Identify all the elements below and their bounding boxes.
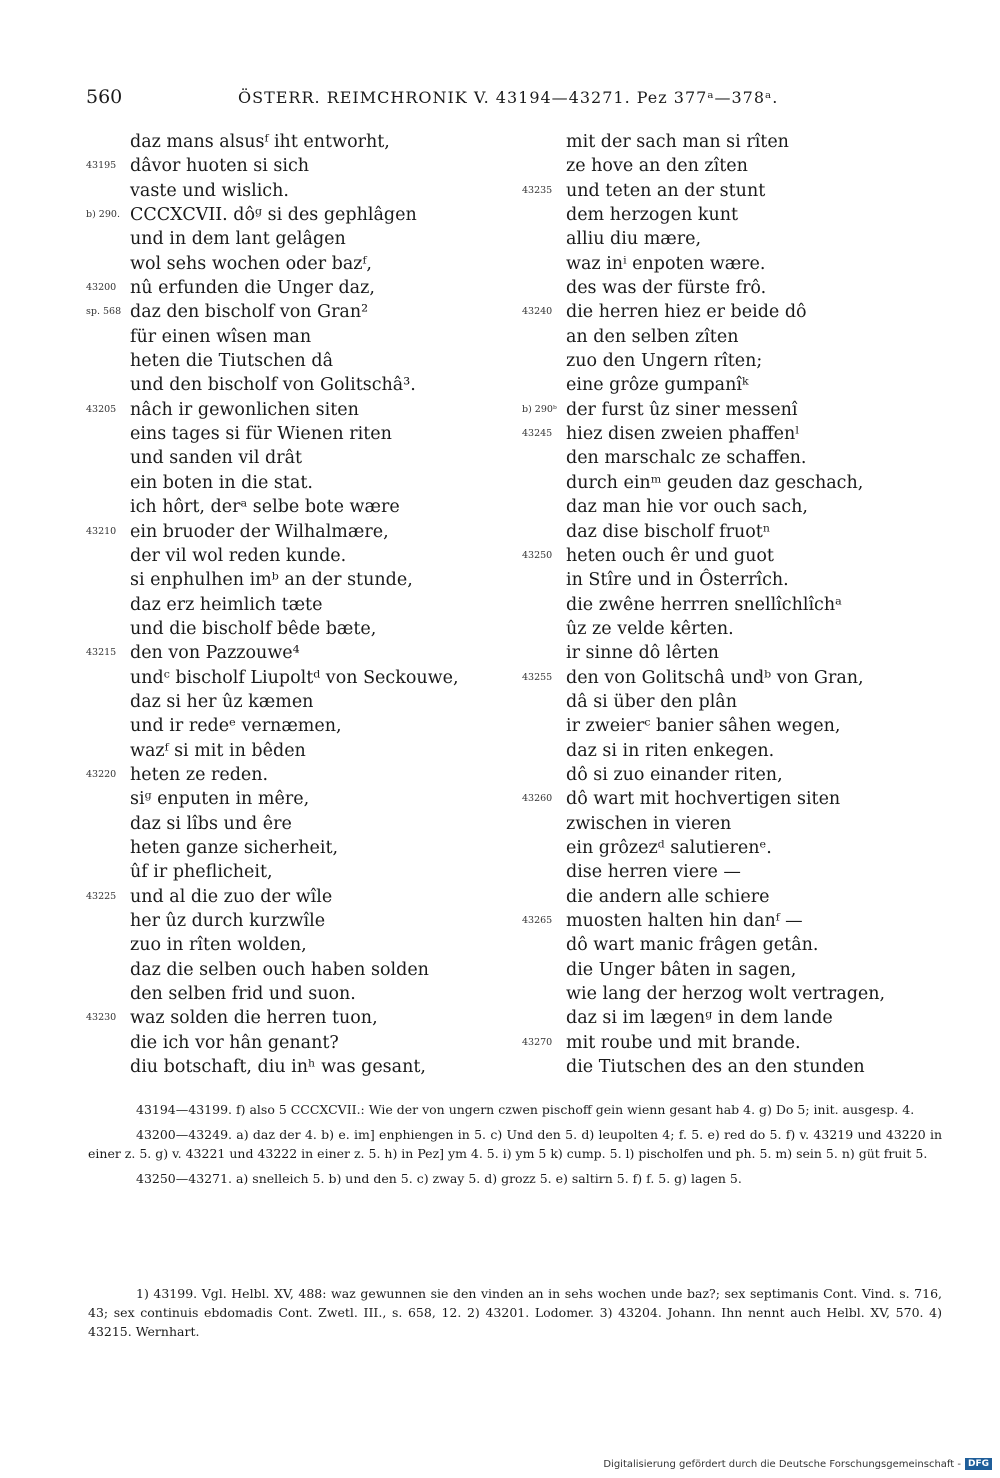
verse-line (86, 325, 516, 349)
verse-line (86, 593, 516, 617)
verse-text: heten ouch êr und guot (566, 545, 774, 566)
verse-text: zwischen in vieren (566, 813, 732, 834)
verse-text: eine grôze gumpanîᵏ (566, 375, 749, 396)
running-title: ÖSTERR. REIMCHRONIK V. 43194—43271. Pez 377ᵃ—378ᵃ. (238, 88, 779, 107)
verse-text: und teten an der stunt (566, 180, 766, 201)
verse-text: ze hove an den zîten (566, 156, 748, 177)
verse-line (86, 763, 516, 787)
verse-text: daz den bischolf von Gran² (130, 302, 369, 323)
verse-text: waz solden die herren tuon, (130, 1008, 378, 1029)
footer-text: Digitalisierung gefördert durch die Deutsche Forschungsgemeinschaft - (603, 1458, 961, 1470)
verse-line (86, 276, 516, 300)
verse-text: die herren hiez er beide dô (566, 302, 807, 323)
verse-text: in Stîre und in Ôsterrîch. (566, 570, 789, 591)
verse-line (86, 495, 516, 519)
verse-line (86, 130, 516, 154)
verse-text: zuo den Ungern rîten; (566, 351, 763, 372)
verse-text: eins tages si für Wienen riten (130, 424, 392, 445)
line-number: 43200 (86, 282, 117, 294)
verse-line (86, 179, 516, 203)
verse-line (522, 885, 942, 909)
verse-text: der vil wol reden kunde. (130, 545, 347, 566)
verse-line (86, 422, 516, 446)
verse-text: die andern alle schiere (566, 886, 770, 907)
verse-line (522, 349, 942, 373)
line-number: 43195 (86, 160, 117, 172)
verse-text: dô wart manic frâgen getân. (566, 935, 819, 956)
verse-text: vaste und wislich. (130, 180, 289, 201)
verse-line (86, 227, 516, 251)
verse-line (86, 300, 516, 324)
verse-line (86, 154, 516, 178)
verse-text: die ich vor hân genant? (130, 1032, 339, 1053)
verse-line (522, 690, 942, 714)
verse-text: durch einᵐ geuden daz geschach, (566, 472, 864, 493)
verse-line (522, 179, 942, 203)
verse-line (522, 666, 942, 690)
apparatus-entry: 43250—43271. a) snelleich 5. b) und den 5. c) zway 5. d) grozz 5. e) saltirn 5. f) f. 5. g) lagen 5. (136, 1171, 742, 1186)
verse-line (86, 958, 516, 982)
verse-line (86, 690, 516, 714)
verse-text: dô si zuo einander riten, (566, 764, 783, 785)
line-number: 43225 (86, 890, 117, 902)
dfg-logo: DFG (965, 1458, 992, 1470)
verse-text: daz man hie vor ouch sach, (566, 497, 808, 518)
verse-line (522, 422, 942, 446)
verse-line (522, 373, 942, 397)
verse-text: ûz ze velde kêrten. (566, 618, 734, 639)
line-number: 43245 (522, 428, 553, 440)
verse-line (86, 641, 516, 665)
footnotes (88, 1284, 942, 1347)
verse-line (522, 787, 942, 811)
left-verse-column (86, 130, 516, 1079)
verse-line (86, 203, 516, 227)
verse-line (86, 787, 516, 811)
verse-text: ein bruoder der Wilhalmære, (130, 521, 389, 542)
verse-text: dâ si über den plân (566, 691, 737, 712)
verse-text: zuo in rîten wolden, (130, 935, 307, 956)
verse-line (86, 373, 516, 397)
verse-line (522, 130, 942, 154)
verse-line (522, 325, 942, 349)
verse-text: mit der sach man si rîten (566, 132, 789, 152)
verse-line (86, 714, 516, 738)
verse-line (522, 982, 942, 1006)
verse-line (522, 958, 942, 982)
line-number: sp. 568 (86, 306, 122, 318)
verse-line (86, 446, 516, 470)
verse-text: daz si in riten enkegen. (566, 740, 775, 761)
verse-text: dô wart mit hochvertigen siten (566, 789, 841, 810)
verse-text: an den selben zîten (566, 326, 739, 347)
verse-text: nû erfunden die Unger daz, (130, 278, 375, 299)
page-number: 560 (86, 86, 123, 108)
verse-line (522, 471, 942, 495)
verse-line (522, 1006, 942, 1030)
verse-text: mit roube und mit brande. (566, 1032, 801, 1053)
critical-apparatus (88, 1100, 942, 1194)
line-number: 43240 (522, 306, 553, 318)
verse-text: und al die zuo der wîle (130, 886, 333, 907)
verse-line (522, 203, 942, 227)
verse-line (522, 398, 942, 422)
verse-text: ich hôrt, derᵃ selbe bote wære (130, 497, 400, 518)
verse-text: waz inⁱ enpoten wære. (566, 253, 766, 274)
verse-text: für einen wîsen man (130, 326, 312, 347)
verse-text: ein grôzezᵈ salutierenᵉ. (566, 837, 772, 858)
verse-text: daz die selben ouch haben solden (130, 959, 429, 980)
verse-text: und in dem lant gelâgen (130, 229, 346, 250)
verse-text: den von Pazzouwe⁴ (130, 643, 300, 664)
verse-line (522, 154, 942, 178)
verse-text: die zwêne herrren snellîchlîchᵃ (566, 594, 842, 615)
verse-text: wie lang der herzog wolt vertragen, (566, 984, 886, 1005)
line-number: 43215 (86, 647, 117, 659)
verse-line (522, 1031, 942, 1055)
verse-line (522, 520, 942, 544)
verse-line (86, 1006, 516, 1030)
verse-line (522, 860, 942, 884)
verse-text: siᵍ enputen in mêre, (130, 789, 310, 810)
verse-text: alliu diu mære, (566, 229, 702, 250)
verse-text: her ûz durch kurzwîle (130, 911, 326, 931)
verse-line (522, 812, 942, 836)
verse-text: daz dise bischolf fruotⁿ (566, 521, 771, 542)
verse-text: ir zweierᶜ banier sâhen wegen, (566, 716, 841, 737)
verse-line (86, 739, 516, 763)
verse-text: daz si im lægenᵍ in dem lande (566, 1008, 833, 1029)
verse-line (86, 617, 516, 641)
verse-text: die Unger bâten in sagen, (566, 959, 797, 980)
verse-text: und den bischolf von Golitschâ³. (130, 375, 416, 396)
verse-text: wazᶠ si mit in bêden (130, 740, 306, 761)
verse-line (522, 252, 942, 276)
verse-text: daz si lîbs und êre (130, 813, 292, 834)
verse-line (86, 544, 516, 568)
line-number: 43265 (522, 915, 553, 926)
verse-line (522, 593, 942, 617)
verse-line (522, 446, 942, 470)
verse-line (86, 568, 516, 592)
verse-line (522, 763, 942, 787)
verse-text: hiez disen zweien phaffenˡ (566, 424, 800, 445)
verse-line (86, 860, 516, 884)
verse-text: muosten halten hin danᶠ — (566, 911, 803, 931)
verse-text: diu botschaft, diu inʰ was gesant, (130, 1057, 426, 1078)
verse-line (522, 641, 942, 665)
verse-line (522, 495, 942, 519)
verse-line (86, 252, 516, 276)
line-number: 43260 (522, 793, 553, 805)
verse-line (522, 276, 942, 300)
verse-line (86, 349, 516, 373)
verse-text: den von Golitschâ undᵇ von Gran, (566, 667, 864, 688)
verse-text: ein boten in die stat. (130, 472, 313, 493)
apparatus-entry: 43200—43249. a) daz der 4. b) e. im] enphiengen in 5. c) Und den 5. d) leupolten 4; f. 5. e) red do 5. f) v. 43219 und 43220 in einer z. 5. g) v. 43221 und 43222 in einer z. 5. h) in Pez] ym 4. 5. i) ym 5 k) cump. 5. l) pischolfen und ph. 5. m) sein 5. n) güt fruit 5. (88, 1127, 942, 1161)
verse-text: wol sehs wochen oder bazᶠ, (130, 253, 372, 274)
verse-text: dise herren viere — (566, 862, 741, 883)
verse-line (86, 885, 516, 909)
line-number: 43235 (522, 184, 553, 196)
verse-text: daz erz heimlich tæte (130, 594, 323, 615)
verse-text: dâvor huoten si sich (130, 156, 310, 177)
page-header (86, 86, 906, 112)
verse-text: der furst ûz siner messenî (566, 399, 798, 420)
line-number: 43220 (86, 768, 117, 780)
verse-text: die Tiutschen des an den stunden (566, 1057, 865, 1078)
verse-line (522, 227, 942, 251)
verse-line (522, 617, 942, 641)
verse-line (86, 398, 516, 422)
verse-line (522, 933, 942, 957)
verse-line (522, 714, 942, 738)
line-number: 43250 (522, 549, 553, 561)
verse-line (86, 471, 516, 495)
verse-text: und sanden vil drât (130, 448, 303, 469)
verse-text: daz si her ûz kæmen (130, 691, 314, 712)
digitization-footer (603, 1458, 992, 1470)
verse-line (86, 836, 516, 860)
verse-text: des was der fürste frô. (566, 278, 767, 299)
verse-text: CCCXCVII. dôᵍ si des gephlâgen (130, 205, 417, 226)
verse-line (522, 836, 942, 860)
verse-line (522, 300, 942, 324)
line-number: b) 290. (86, 209, 120, 221)
verse-line (522, 568, 942, 592)
verse-line (522, 544, 942, 568)
apparatus-entry: 43194—43199. f) also 5 CCCXCVII.: Wie der von ungern czwen pischoff gein wienn gesant hab 4. g) Do 5; init. ausgesp. 4. (136, 1102, 915, 1117)
line-number: 43270 (522, 1036, 553, 1048)
verse-line (86, 520, 516, 544)
verse-text: dem herzogen kunt (566, 205, 739, 226)
verse-text: und ir redeᵉ vernæmen, (130, 716, 342, 737)
verse-text: heten die Tiutschen dâ (130, 351, 334, 372)
verse-line (86, 666, 516, 690)
line-number: 43255 (522, 671, 553, 683)
verse-line (86, 982, 516, 1006)
verse-text: heten ganze sicherheit, (130, 837, 339, 858)
verse-text: ir sinne dô lêrten (566, 643, 719, 664)
right-verse-column (522, 130, 942, 1079)
verse-line (86, 1055, 516, 1079)
line-number: 43210 (86, 525, 117, 537)
line-number: 43230 (86, 1012, 117, 1024)
footnote-text: 1) 43199. Vgl. Helbl. XV, 488: waz gewunnen sie den vinden an in sehs wochen unde baz?; sex septimanis Cont. Vind. s. 716, 43; sex continuis ebdomadis Cont. Zwetl. III., s. 658, 12. 2) 43201. Lodomer. 3) 43204. Johann. Ihn nennt auch Helbl. XV, 570. 4) 43215. Wernhart. (88, 1286, 942, 1339)
verse-line (86, 1031, 516, 1055)
verse-line (86, 812, 516, 836)
verse-line (86, 933, 516, 957)
line-number: 43205 (86, 403, 117, 415)
verse-text: si enphulhen imᵇ an der stunde, (130, 570, 413, 591)
verse-text: den selben frid und suon. (130, 984, 356, 1005)
verse-text: daz mans alsusᶠ iht entworht, (130, 132, 390, 152)
verse-text: undᶜ bischolf Liupoltᵈ von Seckouwe, (130, 667, 459, 688)
verse-line (86, 909, 516, 933)
verse-line (522, 739, 942, 763)
verse-line (522, 909, 942, 933)
line-number: b) 290ᵇ (522, 403, 557, 415)
verse-text: heten ze reden. (130, 764, 269, 785)
verse-text: den marschalc ze schaffen. (566, 448, 807, 469)
verse-line (522, 1055, 942, 1079)
verse-text: ûf ir pheflicheit, (130, 862, 273, 883)
verse-text: und die bischolf bêde bæte, (130, 618, 377, 639)
verse-text: nâch ir gewonlichen siten (130, 399, 359, 420)
